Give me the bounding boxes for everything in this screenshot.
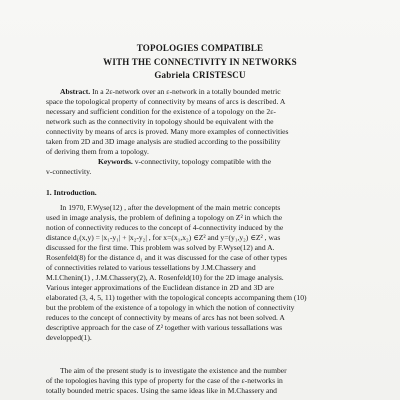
abstract-label: Abstract.: [60, 87, 91, 96]
abstract-line-1: [46, 87, 362, 97]
p1-line-10: elaborated (3, 4, 5, 11) together with the topological concepts accompaning them (10): [46, 293, 307, 302]
abstract-line-7: of deriving them from a topology.: [46, 147, 149, 156]
p2-line-3: totally bounded metric spaces. Using the same ideas like in M.Chassery and: [46, 386, 277, 395]
abstract: [46, 87, 362, 157]
paragraph-2: [46, 366, 362, 396]
abstract-line-3: necessary and sufficient condition for the existence of a topology on the 2ε-: [46, 107, 276, 116]
p1-line-1: In 1970, F.Wyse(12) , after the development of the main metric concepts: [60, 203, 281, 212]
p1-line-14: developped(1).: [46, 333, 92, 342]
abstract-line-6: taken from 2D and 3D image analysis are studied according to the possibility: [46, 137, 281, 146]
p1-line-4: distance d₁(x,y) = |x₁-y₁| + |x₂-y₂| , for x=(x₁,x₂) ∈Z² and y=(y₁,y₂) ∈Z² , was: [46, 233, 281, 242]
p1-line-9: Various integer approximations of the Euclidean distance in 2D and 3D are: [46, 283, 274, 292]
abstract-text-1: In a 2ε-network over an ε-network in a totally bounded metric: [92, 87, 281, 96]
keywords-line-2: v-connectivity.: [46, 167, 92, 176]
abstract-line-2: space the topological property of connectivity by means of arcs is described. A: [46, 97, 286, 106]
p1-line-3: notion of connectivity reduces to the concept of 4-connectivity induced by the: [46, 223, 284, 232]
paragraph-1: [46, 203, 362, 343]
p1-line-5: discussed for the first time. This problem was solved by F.Wyse(12) and A.: [46, 243, 275, 252]
paper-title-line-2: WITH THE CONNECTIVITY IN NETWORKS: [103, 57, 297, 67]
p1-line-2: used in image analysis, the problem of defining a topology on Z² in which the: [46, 213, 283, 222]
keywords: [46, 157, 362, 177]
p2-line-2: of the topologies having this type of property for the case of the ε-networks in: [46, 376, 283, 385]
abstract-line-5: connectivity by means of arcs is proved. Many more examples of connectivities: [46, 127, 289, 136]
p1-line-12: reduces to the concept of connectivity by means of arcs has not been solved. A: [46, 313, 285, 322]
keywords-label: Keywords.: [98, 157, 133, 166]
abstract-line-4: network such as the connectivity in topology should be equivalent with the: [46, 117, 274, 126]
p2-line-1: The aim of the present study is to investigate the existence and the number: [60, 366, 287, 375]
section-heading: 1. Introduction.: [46, 188, 97, 197]
p1-line-13: descriptive approach for the case of Z² together with various tessallations was: [46, 323, 283, 332]
paper-author: Gabriela CRISTESCU: [154, 70, 246, 80]
p1-line-6: Rosenfeld(8) for the distance d₁ and it was discussed for the case of other types: [46, 253, 287, 262]
keywords-line-1: [46, 157, 362, 167]
p1-line-7: of connectivities related to various tessellations by J.M.Chassery and: [46, 263, 256, 272]
p1-line-8: M.I.Chenin(1) , J.M.Chassery(2), A. Rosenfeld(10) for the 2D image analysis.: [46, 273, 284, 282]
keywords-text-1: v-connectivity, topology compatible with the: [134, 157, 272, 166]
paper-title-line-1: TOPOLOGIES COMPATIBLE: [136, 43, 264, 53]
p1-line-11: but the problem of the existence of a topology in which the notion of connectivity: [46, 303, 295, 312]
